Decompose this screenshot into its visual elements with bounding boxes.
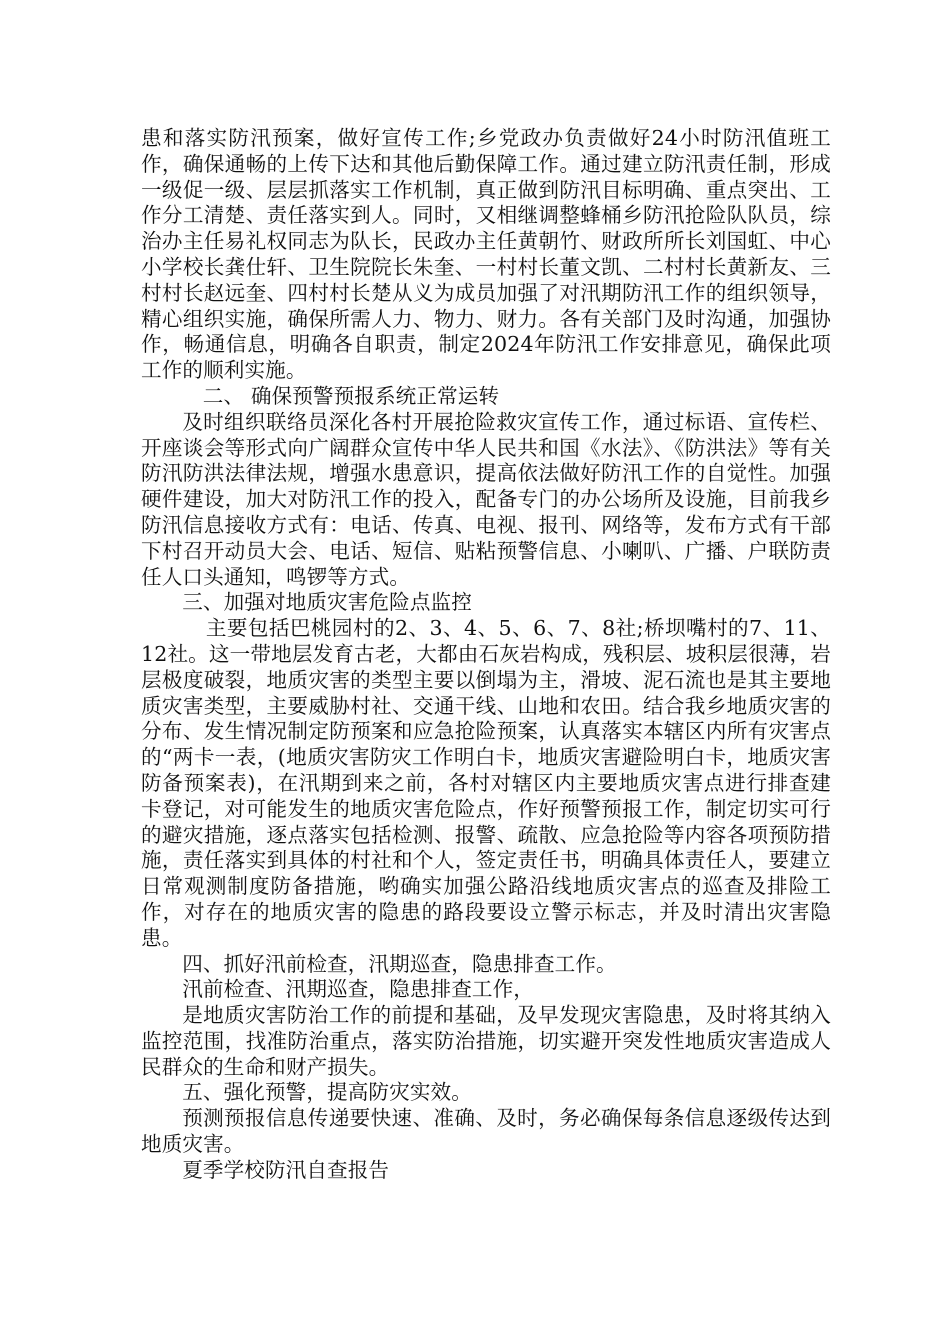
paragraph-report-title: 夏季学校防汛自查报告: [182, 1157, 390, 1182]
document-body: [141, 126, 831, 1184]
section-heading-5: 五、强化预警，提高防灾实效。: [182, 1080, 472, 1105]
paragraph-geological-monitoring: 主要包括巴桃园村的2、3、4、5、6、7、8社;桥坝嘴村的7、11、12社。这一带地层发育古老，大都由石灰岩构成，残积层、坡积层很薄，岩层极度破裂，地质灾害的类型主要以倒塌为主，滑坡、泥石流也是其主要地质灾害类型，主要威胁村社、交通干线、山地和农田。结合我乡地质灾害的分布、发生情况制定防预案和应急抢险预案，认真落实本辖区内所有灾害点的“两卡一表，(地质灾害防灾工作明白卡，地质灾害避险明白卡，地质灾害防备预案表)，在汛期到来之前，各村对辖区内主要地质灾害点进行排查建卡登记，对可能发生的地质灾害危险点，作好预警预报工作，制定切实可行的避灾措施，逐点落实包括检测、报警、疏散、应急抢险等内容各项预防措施，责任落实到具体的村社和个人，签定责任书，明确具体责任人，要建立日常观测制度防备措施，哟确实加强公路沿线地质灾害点的巡查及排险工作，对存在的地质灾害的隐患的路段要设立警示标志，并及时清出灾害隐患。: [141, 616, 831, 950]
paragraph-responsibility: 患和落实防汛预案，做好宣传工作;乡党政办负责做好24小时防汛值班工作，确保通畅的上传下达和其他后勤保障工作。通过建立防汛责任制，形成一级促一级、层层抓落实工作机制，真正做到防汛目标明确、重点突出、工作分工清楚、责任落实到人。同时，又相继调整蜂桶乡防汛抢险队队员，综治办主任易礼权同志为队长，民政办主任黄朝竹、财政所所长刘国虹、中心小学校长龚仕轩、卫生院院长朱奎、一村村长董文凯、二村村长黄新友、三村村长赵远奎、四村村长楚从义为成员加强了对汛期防汛工作的组织领导，精心组织实施，确保所需人力、物力、财力。各有关部门及时沟通，加强协作，畅通信息，明确各自职责，制定2024年防汛工作安排意见，确保此项工作的顺利实施。: [141, 126, 831, 383]
paragraph-inspection-intro: 汛前检查、汛期巡查，隐患排查工作，: [182, 977, 534, 1002]
paragraph-forecast: 预测预报信息传递要快速、准确、及时，务必确保每条信息逐级传达到地质灾害。: [141, 1106, 831, 1157]
section-heading-4: 四、抓好汛前检查，汛期巡查，隐患排查工作。: [182, 951, 617, 976]
section-heading-3: 三、加强对地质灾害危险点监控: [182, 590, 472, 615]
section-heading-2: 二、 确保预警预报系统正常运转: [202, 383, 500, 408]
paragraph-warning-system: 及时组织联络员深化各村开展抢险救灾宣传工作，通过标语、宣传栏、开座谈会等形式向广阔群众宣传中华人民共和国《水法》、《防洪法》等有关防汛防洪法律法规，增强水患意识，提高依法做好防汛工作的自觉性。加强硬件建设，加大对防汛工作的投入，配备专门的办公场所及设施，目前我乡防汛信息接收方式有：电话、传真、电视、报刊、网络等，发布方式有干部下村召开动员大会、电话、短信、贴粘预警信息、小喇叭、广播、户联防责任人口头通知，鸣锣等方式。: [141, 409, 831, 589]
paragraph-inspection-detail: 是地质灾害防治工作的前提和基础，及早发现灾害隐患，及时将其纳入监控范围，找准防治重点，落实防治措施，切实避开突发性地质灾害造成人民群众的生命和财产损失。: [141, 1003, 831, 1079]
